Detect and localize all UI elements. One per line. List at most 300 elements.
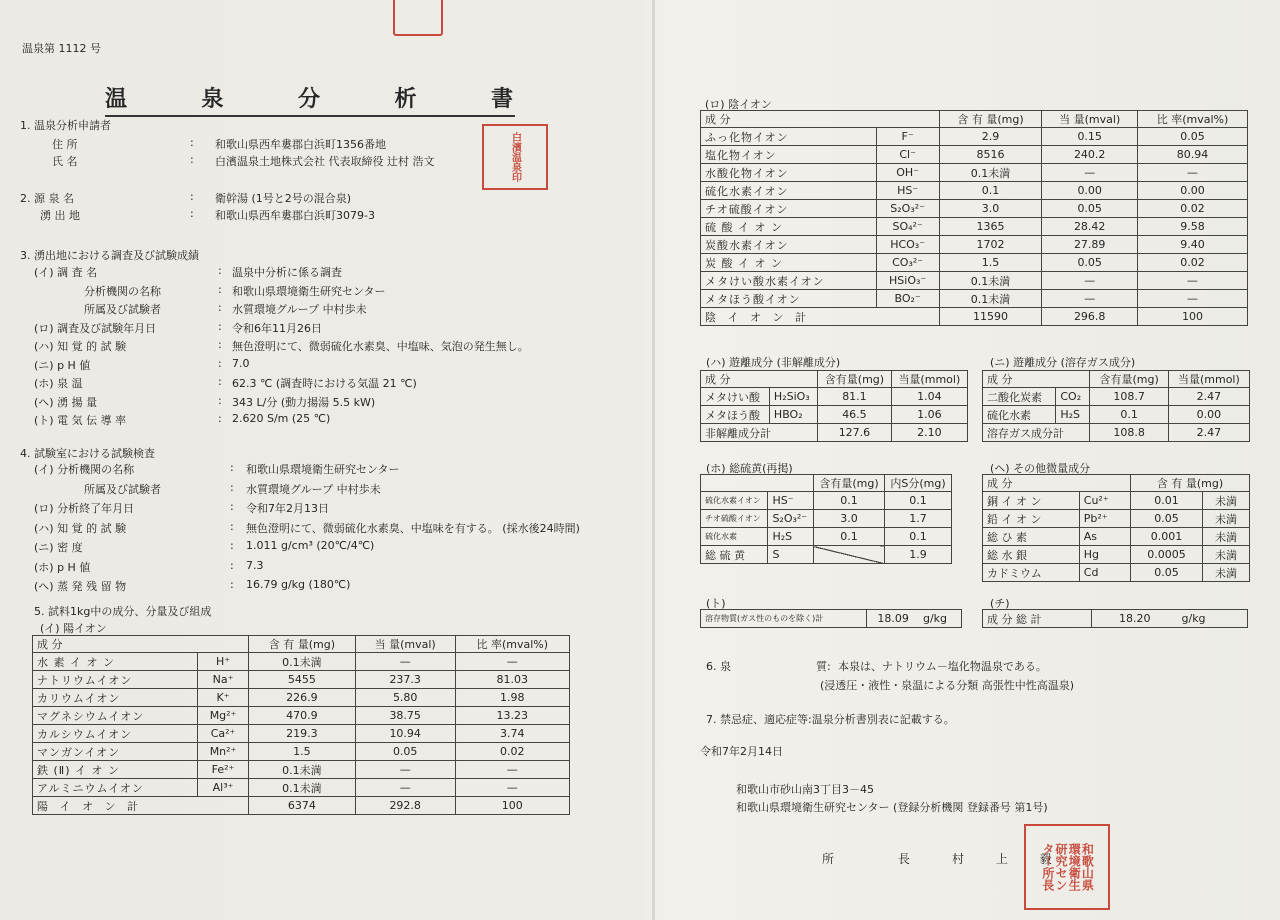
total-mmol: 2.10 — [891, 424, 967, 442]
ion-formula: Cl⁻ — [876, 146, 939, 164]
table-row — [983, 510, 1250, 528]
ion-content: 0.1未満 — [248, 779, 355, 797]
ion-name: 炭 酸 イ オ ン — [701, 254, 877, 272]
ion-content: 0.1未満 — [248, 761, 355, 779]
total-sulfur: 1.9 — [885, 546, 952, 564]
undissociated-table — [700, 370, 968, 442]
applicant-seal: 白濱温泉印 — [482, 124, 548, 190]
component-qualifier: 未満 — [1203, 564, 1250, 582]
anion-heading: (ロ) 陰イオン — [705, 98, 772, 111]
colon: : — [218, 338, 222, 351]
table-row — [701, 146, 1248, 164]
survey-item-label: (ヘ) 湧 揚 量 — [34, 395, 98, 409]
component-formula: HBO₂ — [769, 406, 817, 424]
name-label: 氏 名 — [52, 155, 78, 168]
director-label: 所 長 — [822, 852, 940, 866]
ion-content: 8516 — [939, 146, 1042, 164]
survey-item-label: 所属及び試験者 — [84, 303, 161, 316]
component-content: 0.1 — [1090, 406, 1168, 424]
lab-item-label: (イ) 分析機関の名称 — [34, 463, 135, 476]
total-row — [701, 546, 952, 564]
col-content: 含 有 量(mg) — [1131, 475, 1250, 492]
ion-ratio: 0.02 — [455, 743, 570, 761]
ion-content: 0.1未満 — [939, 290, 1042, 308]
lab-item-label: (ロ) 分析終了年月日 — [34, 502, 135, 515]
ion-ratio: — — [1138, 272, 1248, 290]
total-label: 総 硫 黄 — [701, 546, 768, 564]
ion-content: 226.9 — [248, 689, 355, 707]
table-row — [701, 200, 1248, 218]
colon: : — [218, 375, 222, 388]
ion-content: 470.9 — [248, 707, 355, 725]
ion-formula: Ca²⁺ — [198, 725, 249, 743]
component-content: 0.05 — [1131, 510, 1203, 528]
ion-formula: HS⁻ — [876, 182, 939, 200]
ion-equivalent: 38.75 — [355, 707, 455, 725]
dissolved-total-value: 18.09 — [867, 610, 919, 628]
lab-item-value: 水質環境グループ 中村歩未 — [246, 482, 381, 496]
col-mmol: 当量(mmol) — [1168, 371, 1249, 388]
ion-formula: Na⁺ — [198, 671, 249, 689]
component-mmol: 2.47 — [1168, 388, 1249, 406]
issuer-name: 和歌山県環境衛生研究センター (登録分析機関 登録番号 第1号) — [736, 801, 1048, 814]
addr-value: 和歌山県西牟婁郡白浜町1356番地 — [215, 138, 386, 151]
ion-equivalent: 5.80 — [355, 689, 455, 707]
ion-content: 0.1 — [939, 182, 1042, 200]
total-content: 108.8 — [1090, 424, 1168, 442]
colon: : — [218, 264, 222, 277]
survey-item-label: 分析機関の名称 — [84, 284, 161, 298]
ion-equivalent: 0.15 — [1042, 128, 1138, 146]
colon: : — [230, 500, 234, 513]
component-content: 0.05 — [1131, 564, 1203, 582]
ion-name: アルミニウムイオン — [33, 779, 198, 797]
component-total-label: 成 分 総 計 — [983, 610, 1092, 628]
ion-ratio: 9.58 — [1138, 218, 1248, 236]
loc-value: 和歌山県西牟婁郡白浜町3079-3 — [215, 209, 375, 222]
component-content: 0.1 — [813, 492, 884, 510]
total-label: 溶存ガス成分計 — [983, 424, 1090, 442]
col-content: 含有量(mg) — [1090, 371, 1168, 388]
dissolved-total-table — [700, 609, 962, 628]
ion-content: 0.1未満 — [939, 164, 1042, 182]
survey-item-label: (イ) 調 査 名 — [34, 266, 98, 279]
table-row — [701, 254, 1248, 272]
ion-ratio: — — [455, 761, 570, 779]
ion-name: 水酸化物イオン — [701, 164, 877, 182]
document-sheet: 温泉第 1112 号 温 泉 分 析 書 1. 温泉分析申請者 住 所 : 和歌山県西牟婁郡白浜町1356番地 氏 名 : 白濱温泉土地株式会社 代表取締役 辻村 浩文 白濱温泉印 2. 源 泉 名 : 衛幹湯 (1号と2号の混合泉) 湧 出 地 : 和歌山県西牟婁郡白浜町3079-3 3. 湧出地における調査及び試験成績 (イ) 調 査 名 : 温泉中分析に係る調査 分析機関の名称 : 和歌山県環境衛生研究センター 所属及び試験者 : 水質環境グループ 中村歩未 (ロ) 調査及び試験年月日 : 令和6年11月26日 (ハ) 知 覚 的 試 験 : 無色澄明にて、微弱硫化水素臭、中塩味、気泡の発生無し。 (ニ) p H 値 : 7.0 (ホ) 泉 温 : 62.3 ℃ (調査時における気温 21 ℃) (ヘ) 湧 揚 量 : 343 L/分 (動力揚湯 5.5 kW) (ト) 電 気 伝 導 率 : 2.620 S/m (25 ℃) 4. 試験室における試験検査 (イ) 分析機関の名称 : 和歌山県環境衛生研究センター 所属及び試験者 : 水質環境グループ 中村歩未 (ロ) 分析終了年月日 : 令和7年2月13日 (ハ) 知 覚 的 試 験 : 無色澄明にて、微弱硫化水素臭、中塩味を有する。 (採水後24時間) (ニ) 密 度 : 1.011 g/cm³ (20℃/4℃) (ホ) p H 値 : 7.3 (ヘ) 蒸 発 残 留 物 : 16.79 g/kg (180℃) 5. 試料1kg中の成分、分量及び組成 (イ) 陽イオン 成 分 含 有 量(mg) 当 量(mval) 比 率(mval%) 水 素 イ オ ン H⁺ 0.1未満 — — ナトリウムイオン Na⁺ 5455 237.3 81.03 カリウムイオン K⁺ 226.9 5.80 1.98 マグネシウムイオン Mg²⁺ 470.9 38.75 13.23 カルシウムイオン Ca²⁺ 219.3 10.94 3.74 マンガンイオン Mn²⁺ 1.5 0.05 0.02 鉄 (Ⅱ) イ オ ン Fe²⁺ 0.1未満 — — アルミニウムイオン Al³⁺ 0.1未満 — — 陽 イ オ ン 計 6374 292.8 100 (ロ) 陰イオン 成 分 含 有 量(mg) 当 量(mval) 比 率(mval%) ふっ化物イオン F⁻ 2.9 0.15 0.05 塩化物イオン Cl⁻ 8516 240.2 80.94 水酸化物イオン OH⁻ 0.1未満 — — 硫化水素イオン HS⁻ 0.1 0.00 0.00 チオ硫酸イオン S₂O₃²⁻ 3.0 0.05 0.02 硫 酸 イ オ ン SO₄²⁻ 1365 28.42 9.58 炭酸水素イオン HCO₃⁻ 1702 27.89 9.40 炭 酸 イ オ ン CO₃²⁻ 1.5 0.05 0.02 メタけい酸水素イオン HSiO₃⁻ 0.1未満 — — メタほう酸イオン BO₂⁻ 0.1未満 — — 陰 イ オ ン 計 11590 296.8 100 (ハ) 遊離成分 (非解離成分) 成 分 含有量(mg) 当量(mmol) メタけい酸 H₂SiO₃ 81.1 1.04 メタほう酸 HBO₂ 46.5 1.06 非解離成分計 127.6 2.10 (ニ) 遊離成分 (溶存ガス成分) 成 分 含有量(mg) 当量(mmol) 二酸化炭素 CO₂ 108.7 2.47 硫化水素 H₂S 0.1 0.00 溶存ガス成分計 108.8 2.47 (ホ) 総硫黄(再掲) 含有量(mg) 内S分(mg) 硫化水素イオン HS⁻ 0.1 0.1 チオ硫酸イオン S₂O₃²⁻ 3.0 1.7 硫化水素 H₂S 0.1 0.1 総 硫 黄 S 1.9 (ヘ) その他微量成分 成 分 含 有 量(mg) 銅 イ オ ン Cu²⁺ 0.01 未満 鉛 イ オ ン Pb²⁺ 0.05 未満 総 ひ 素 As 0.001 未満 総 水 銀 Hg 0.0005 未満 カドミウム Cd 0.05 未満 (ト) 溶存物質(ガス性のものを除く)計 18.09 g/kg (チ) 成 分 総 計 18.20 g/kg 6. 泉 質: 本泉は、ナトリウム－塩化物温泉である。 (浸透圧・液性・泉温による分類 高張性中性高温泉) 7. 禁忌症、適応症等:温泉分析書別表に記載する。 令和7年2月14日 和歌山市砂山南3丁目3－45 和歌山県環境衛生研究センター (登録分析機関 登録番号 第1号) 所 長 村 上 毅 和歌山県 環境衛生 研究セン ター所長 — [0, 0, 1280, 920]
col-component: 成 分 — [983, 475, 1131, 492]
component-content: 81.1 — [818, 388, 892, 406]
component-formula: S₂O₃²⁻ — [768, 510, 814, 528]
ion-equivalent: 0.05 — [1042, 254, 1138, 272]
component-name: メタけい酸 — [701, 388, 770, 406]
table-row — [983, 492, 1250, 510]
colon: : — [218, 301, 222, 314]
dissolved-gas-heading: (ニ) 遊離成分 (溶存ガス成分) — [990, 356, 1136, 369]
total-label: 陰 イ オ ン 計 — [701, 308, 940, 326]
component-content: 108.7 — [1090, 388, 1168, 406]
ion-formula: Fe²⁺ — [198, 761, 249, 779]
table-row — [701, 236, 1248, 254]
component-content: 0.0005 — [1131, 546, 1203, 564]
table-row — [701, 218, 1248, 236]
component-name: カドミウム — [983, 564, 1080, 582]
ion-equivalent: 0.05 — [355, 743, 455, 761]
title-char: 温 — [105, 87, 130, 112]
total-ratio: 100 — [455, 797, 570, 815]
lab-item-value: 16.79 g/kg (180℃) — [246, 578, 351, 591]
table-row — [701, 528, 952, 546]
table-row — [983, 388, 1250, 406]
trace-heading: (ヘ) その他微量成分 — [990, 462, 1091, 475]
survey-item-label: (ロ) 調査及び試験年月日 — [34, 321, 157, 335]
table-row — [701, 128, 1248, 146]
ion-equivalent: 28.42 — [1042, 218, 1138, 236]
lab-item-value: 1.011 g/cm³ (20℃/4℃) — [246, 539, 375, 552]
quality-sublabel: 質: — [816, 660, 831, 673]
title-char: 析 — [394, 87, 419, 112]
component-mmol: 0.00 — [1168, 406, 1249, 424]
ion-equivalent: — — [355, 761, 455, 779]
ion-ratio: 0.00 — [1138, 182, 1248, 200]
colon: : — [218, 393, 222, 407]
total-row — [701, 308, 1248, 326]
ion-formula: Mn²⁺ — [198, 743, 249, 761]
component-formula: Hg — [1079, 546, 1130, 564]
ion-ratio: — — [1138, 164, 1248, 182]
title-char: 書 — [490, 87, 515, 112]
ion-ratio: 13.23 — [455, 707, 570, 725]
page-fold — [652, 0, 655, 920]
survey-item-label: (ハ) 知 覚 的 試 験 — [34, 340, 127, 353]
table-row — [33, 707, 570, 725]
lab-item-value: 7.3 — [246, 558, 264, 572]
section-4-heading: 4. 試験室における試験検査 — [20, 447, 155, 460]
ion-ratio: — — [455, 779, 570, 797]
component-formula: H₂S — [768, 528, 814, 546]
col-content: 含 有 量(mg) — [939, 111, 1042, 128]
ion-ratio: 81.03 — [455, 671, 570, 689]
loc-label: 湧 出 地 — [40, 209, 80, 222]
ion-equivalent: 240.2 — [1042, 146, 1138, 164]
component-total-value: 18.20 — [1092, 610, 1178, 628]
ion-equivalent: — — [1042, 164, 1138, 182]
survey-item-value: 令和6年11月26日 — [232, 321, 322, 335]
table-row — [33, 689, 570, 707]
lab-item-label: (ヘ) 蒸 発 残 留 物 — [34, 580, 127, 593]
issue-date: 令和7年2月14日 — [700, 745, 783, 758]
section-2-heading: 2. 源 泉 名 — [20, 192, 74, 205]
survey-item-label: (ト) 電 気 伝 導 率 — [34, 414, 127, 427]
title-char: 泉 — [201, 87, 226, 112]
component-content: 0.1 — [813, 528, 884, 546]
component-name: 総 水 銀 — [983, 546, 1080, 564]
component-name: 鉛 イ オ ン — [983, 510, 1080, 528]
colon: : — [218, 319, 222, 333]
anion-table — [700, 110, 1248, 326]
component-qualifier: 未満 — [1203, 546, 1250, 564]
total-content: 127.6 — [818, 424, 892, 442]
component-sulfur: 1.7 — [885, 510, 952, 528]
ion-equivalent: — — [1042, 272, 1138, 290]
quality-line1: 本泉は、ナトリウム－塩化物温泉である。 — [838, 660, 1047, 673]
ion-equivalent: — — [355, 779, 455, 797]
ion-name: ふっ化物イオン — [701, 128, 877, 146]
ion-name: 硫 酸 イ オ ン — [701, 218, 877, 236]
source-name: 衛幹湯 (1号と2号の混合泉) — [215, 192, 352, 205]
ion-name: 炭酸水素イオン — [701, 236, 877, 254]
ion-ratio: 1.98 — [455, 689, 570, 707]
ion-content: 1.5 — [248, 743, 355, 761]
lab-item-label: (ハ) 知 覚 的 試 験 — [34, 521, 127, 535]
total-ratio: 100 — [1138, 308, 1248, 326]
ion-ratio: 0.05 — [1138, 128, 1248, 146]
component-name: メタほう酸 — [701, 406, 770, 424]
component-content: 3.0 — [813, 510, 884, 528]
total-label: 非解離成分計 — [701, 424, 818, 442]
lab-item-value: 令和7年2月13日 — [246, 502, 329, 515]
ion-name: ナトリウムイオン — [33, 671, 198, 689]
survey-item-value: 343 L/分 (動力揚湯 5.5 kW) — [232, 395, 376, 409]
ion-ratio: 0.02 — [1138, 200, 1248, 218]
ion-name: マンガンイオン — [33, 743, 198, 761]
colon: : — [230, 578, 234, 591]
issuer-address: 和歌山市砂山南3丁目3－45 — [736, 783, 874, 796]
ion-ratio: 0.02 — [1138, 254, 1248, 272]
cation-table — [32, 635, 570, 815]
ion-equivalent: — — [355, 653, 455, 671]
table-row — [33, 725, 570, 743]
addr-label: 住 所 — [52, 138, 78, 151]
col-mmol: 当量(mmol) — [891, 371, 967, 388]
ion-name: 硫化水素イオン — [701, 182, 877, 200]
ion-equivalent: 0.05 — [1042, 200, 1138, 218]
ion-ratio: — — [455, 653, 570, 671]
table-row — [983, 528, 1250, 546]
ion-ratio: 9.40 — [1138, 236, 1248, 254]
total-row — [983, 424, 1250, 442]
col-component: 成 分 — [701, 111, 940, 128]
component-name: 二酸化炭素 — [983, 388, 1056, 406]
section-3-heading: 3. 湧出地における調査及び試験成績 — [20, 249, 199, 262]
ion-equivalent: 0.00 — [1042, 182, 1138, 200]
ion-formula: F⁻ — [876, 128, 939, 146]
ion-formula: SO₄²⁻ — [876, 218, 939, 236]
ion-equivalent: 237.3 — [355, 671, 455, 689]
ion-formula: HSiO₃⁻ — [876, 272, 939, 290]
component-name: 銅 イ オ ン — [983, 492, 1080, 510]
table-row — [701, 492, 952, 510]
dissolved-total-heading: (ト) — [706, 597, 726, 610]
ion-formula: OH⁻ — [876, 164, 939, 182]
colon: : — [230, 461, 234, 474]
total-content: 6374 — [248, 797, 355, 815]
col-ratio: 比 率(mval%) — [455, 636, 570, 653]
lab-item-value: 和歌山県環境衛生研究センター — [246, 463, 400, 476]
ion-equivalent: 27.89 — [1042, 236, 1138, 254]
lab-item-value: 無色澄明にて、微弱硫化水素臭、中塩味を有する。 (採水後24時間) — [246, 521, 580, 535]
total-content — [813, 546, 884, 564]
survey-item-label: (ホ) 泉 温 — [34, 377, 83, 390]
survey-item-value: 62.3 ℃ (調査時における気温 21 ℃) — [232, 377, 417, 390]
ion-content: 1365 — [939, 218, 1042, 236]
table-row — [33, 761, 570, 779]
col-blank — [701, 475, 814, 492]
col-content: 含有量(mg) — [813, 475, 884, 492]
lab-item-label: (ニ) 密 度 — [34, 541, 83, 554]
total-mmol: 2.47 — [1168, 424, 1249, 442]
contraindications: 7. 禁忌症、適応症等:温泉分析書別表に記載する。 — [706, 713, 955, 726]
ion-formula: K⁺ — [198, 689, 249, 707]
lab-item-label: (ホ) p H 値 — [34, 560, 91, 574]
dissolved-total-unit: g/kg — [919, 610, 962, 628]
table-row — [33, 743, 570, 761]
quality-line2: (浸透圧・液性・泉温による分類 高張性中性高温泉) — [820, 679, 1075, 692]
total-row — [701, 424, 968, 442]
ion-name: マグネシウムイオン — [33, 707, 198, 725]
component-name: 硫化水素 — [983, 406, 1056, 424]
ion-name: チオ硫酸イオン — [701, 200, 877, 218]
ion-ratio: 3.74 — [455, 725, 570, 743]
table-row — [701, 510, 952, 528]
sulfur-table — [700, 474, 952, 564]
survey-item-value: 和歌山県環境衛生研究センター — [232, 284, 386, 298]
colon: : — [230, 519, 234, 533]
ion-formula: H⁺ — [198, 653, 249, 671]
table-row — [701, 388, 968, 406]
component-total-table — [982, 609, 1248, 628]
colon: : — [230, 558, 234, 572]
col-equivalent: 当 量(mval) — [1042, 111, 1138, 128]
ion-name: カルシウムイオン — [33, 725, 198, 743]
table-row — [983, 564, 1250, 582]
component-name: 総 ひ 素 — [983, 528, 1080, 546]
total-content: 11590 — [939, 308, 1042, 326]
table-row — [701, 182, 1248, 200]
component-formula: CO₂ — [1056, 388, 1090, 406]
colon: : — [218, 282, 222, 296]
ion-ratio: 80.94 — [1138, 146, 1248, 164]
ion-content: 5455 — [248, 671, 355, 689]
director-seal: 和歌山県 環境衛生 研究セン ター所長 — [1024, 824, 1110, 910]
ion-name: 鉄 (Ⅱ) イ オ ン — [33, 761, 198, 779]
ion-name: メタけい酸水素イオン — [701, 272, 877, 290]
component-total-unit: g/kg — [1178, 610, 1248, 628]
title-char: 分 — [297, 87, 322, 112]
total-row — [33, 797, 570, 815]
colon: : — [230, 480, 234, 494]
sulfur-heading: (ホ) 総硫黄(再掲) — [706, 462, 793, 475]
cation-heading: (イ) 陽イオン — [40, 622, 107, 635]
colon: : — [218, 356, 222, 370]
ion-content: 2.9 — [939, 128, 1042, 146]
table-row — [701, 290, 1248, 308]
total-equivalent: 292.8 — [355, 797, 455, 815]
ion-content: 0.1未満 — [248, 653, 355, 671]
colon: : — [230, 539, 234, 552]
ion-ratio: — — [1138, 290, 1248, 308]
survey-item-value: 7.0 — [232, 356, 250, 370]
component-content: 46.5 — [818, 406, 892, 424]
ion-formula: S₂O₃²⁻ — [876, 200, 939, 218]
table-row — [33, 671, 570, 689]
component-name: 硫化水素イオン — [701, 492, 768, 510]
col-component: 成 分 — [983, 371, 1090, 388]
ion-name: 塩化物イオン — [701, 146, 877, 164]
table-row — [33, 653, 570, 671]
component-name: 硫化水素 — [701, 528, 768, 546]
ion-formula: CO₃²⁻ — [876, 254, 939, 272]
quality-label: 6. 泉 — [706, 660, 731, 673]
ion-content: 219.3 — [248, 725, 355, 743]
section-1-heading: 1. 温泉分析申請者 — [20, 119, 111, 132]
col-equivalent: 当 量(mval) — [355, 636, 455, 653]
component-formula: H₂SiO₃ — [769, 388, 817, 406]
component-formula: HS⁻ — [768, 492, 814, 510]
ion-content: 1.5 — [939, 254, 1042, 272]
total-label: 陽 イ オ ン 計 — [33, 797, 249, 815]
colon: : — [218, 412, 222, 425]
component-qualifier: 未満 — [1203, 492, 1250, 510]
component-formula: Pb²⁺ — [1079, 510, 1130, 528]
component-content: 0.01 — [1131, 492, 1203, 510]
ion-content: 3.0 — [939, 200, 1042, 218]
col-content: 含有量(mg) — [818, 371, 892, 388]
col-content: 含 有 量(mg) — [248, 636, 355, 653]
survey-item-value: 水質環境グループ 中村歩未 — [232, 303, 367, 316]
component-sulfur: 0.1 — [885, 528, 952, 546]
ion-content: 1702 — [939, 236, 1042, 254]
component-total-heading: (チ) — [990, 597, 1010, 610]
page-title — [105, 82, 515, 117]
ion-equivalent: — — [1042, 290, 1138, 308]
survey-item-value: 2.620 S/m (25 ℃) — [232, 412, 331, 425]
top-stamp — [393, 0, 443, 36]
survey-item-label: (ニ) p H 値 — [34, 358, 91, 372]
component-qualifier: 未満 — [1203, 528, 1250, 546]
component-mmol: 1.04 — [891, 388, 967, 406]
ion-formula: Mg²⁺ — [198, 707, 249, 725]
name-value: 白濱温泉土地株式会社 代表取締役 辻村 浩文 — [215, 155, 435, 168]
ion-formula: HCO₃⁻ — [876, 236, 939, 254]
ion-name: メタほう酸イオン — [701, 290, 877, 308]
doc-number: 温泉第 1112 号 — [22, 42, 101, 55]
component-formula: Cd — [1079, 564, 1130, 582]
table-row — [701, 406, 968, 424]
table-row — [701, 272, 1248, 290]
ion-content: 0.1未満 — [939, 272, 1042, 290]
ion-formula: Al³⁺ — [198, 779, 249, 797]
col-sulfur: 内S分(mg) — [885, 475, 952, 492]
table-row — [33, 779, 570, 797]
table-row — [983, 406, 1250, 424]
ion-name: カリウムイオン — [33, 689, 198, 707]
lab-item-label: 所属及び試験者 — [84, 482, 161, 496]
component-mmol: 1.06 — [891, 406, 967, 424]
component-formula: As — [1079, 528, 1130, 546]
table-row — [983, 546, 1250, 564]
trace-table — [982, 474, 1250, 582]
survey-item-value: 無色澄明にて、微弱硫化水素臭、中塩味、気泡の発生無し。 — [232, 340, 529, 353]
survey-item-value: 温泉中分析に係る調査 — [232, 266, 342, 279]
component-name: チオ硫酸イオン — [701, 510, 768, 528]
total-formula: S — [768, 546, 814, 564]
col-component: 成 分 — [701, 371, 818, 388]
ion-name: 水 素 イ オ ン — [33, 653, 198, 671]
section-5-heading: 5. 試料1kg中の成分、分量及び組成 — [34, 605, 212, 618]
dissolved-total-label: 溶存物質(ガス性のものを除く)計 — [701, 610, 867, 628]
